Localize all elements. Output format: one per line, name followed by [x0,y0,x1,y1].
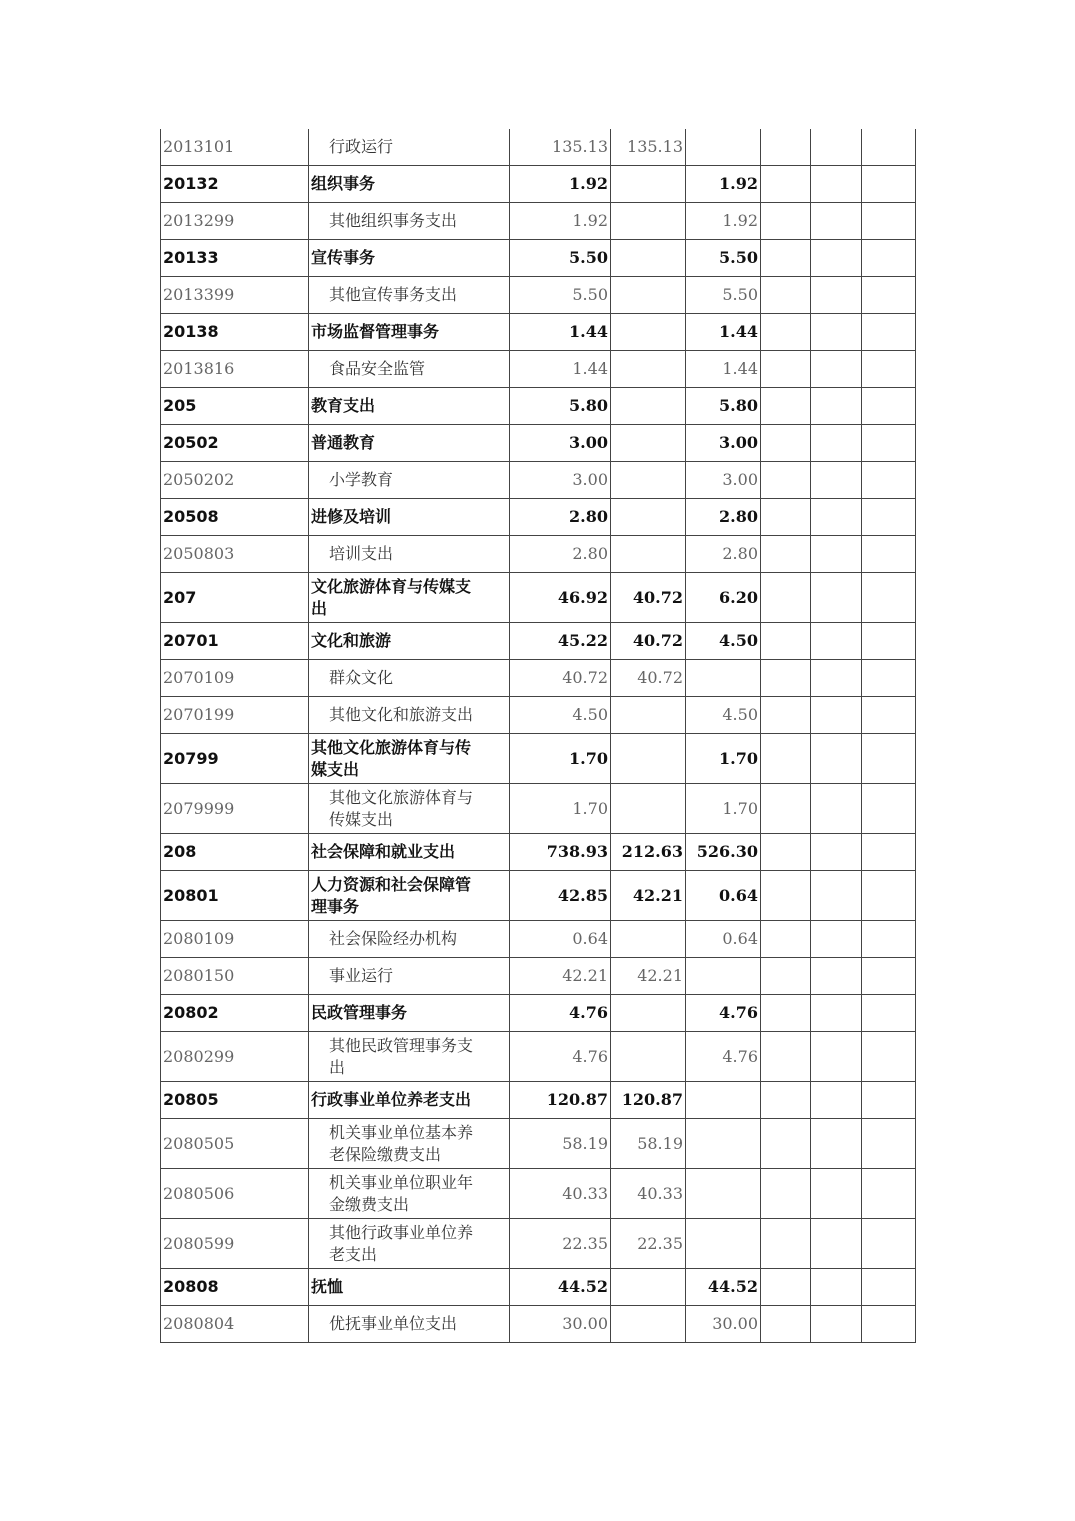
project-expenditure-cell: 0.64 [686,871,761,921]
empty-cell [761,129,811,166]
empty-cell [761,1082,811,1119]
empty-cell [761,871,811,921]
empty-cell [761,1032,811,1082]
total-cell: 40.33 [510,1169,611,1219]
function-code-cell: 20808 [161,1269,309,1306]
empty-cell [811,277,862,314]
basic-expenditure-cell [611,462,686,499]
empty-cell [862,240,916,277]
project-expenditure-cell: 1.44 [686,314,761,351]
function-name-line: 其他民政管理事务支 [329,1035,474,1055]
project-expenditure-cell: 5.50 [686,240,761,277]
empty-cell [862,573,916,623]
function-code-cell: 2013816 [161,351,309,388]
empty-cell [811,697,862,734]
basic-expenditure-cell [611,536,686,573]
table-row [161,425,916,462]
empty-cell [862,1269,916,1306]
empty-cell [811,388,862,425]
basic-expenditure-cell: 120.87 [611,1082,686,1119]
project-expenditure-cell: 30.00 [686,1306,761,1343]
basic-expenditure-cell [611,166,686,203]
empty-cell [862,203,916,240]
function-name-line: 传媒支出 [329,809,394,829]
total-cell: 30.00 [510,1306,611,1343]
project-expenditure-cell [686,1082,761,1119]
function-code-cell: 20508 [161,499,309,536]
function-name-line: 机关事业单位基本养 [329,1122,474,1142]
empty-cell [761,166,811,203]
empty-cell [811,499,862,536]
function-code-cell: 2080505 [161,1119,309,1169]
project-expenditure-cell: 4.50 [686,623,761,660]
empty-cell [862,536,916,573]
empty-cell [761,660,811,697]
function-name-cell: 其他组织事务支出 [309,203,510,240]
table-row [161,536,916,573]
empty-cell [761,921,811,958]
project-expenditure-cell: 4.76 [686,1032,761,1082]
function-code-cell: 2080299 [161,1032,309,1082]
empty-cell [862,277,916,314]
empty-cell [761,1119,811,1169]
function-name-cell: 小学教育 [309,462,510,499]
basic-expenditure-cell [611,277,686,314]
empty-cell [811,958,862,995]
table-row [161,784,916,834]
function-code-cell: 20799 [161,734,309,784]
project-expenditure-cell: 2.80 [686,536,761,573]
empty-cell [811,660,862,697]
empty-cell [862,623,916,660]
table-row [161,351,916,388]
empty-cell [761,734,811,784]
basic-expenditure-cell [611,1306,686,1343]
empty-cell [862,834,916,871]
empty-cell [811,1269,862,1306]
project-expenditure-cell: 4.76 [686,995,761,1032]
function-code-cell: 2080150 [161,958,309,995]
empty-cell [811,573,862,623]
total-cell: 42.21 [510,958,611,995]
empty-cell [862,1169,916,1219]
function-name-line: 理事务 [311,896,360,916]
empty-cell [811,871,862,921]
basic-expenditure-cell [611,697,686,734]
table-row [161,499,916,536]
table-row [161,166,916,203]
total-cell: 4.50 [510,697,611,734]
function-code-cell: 2079999 [161,784,309,834]
total-cell: 3.00 [510,462,611,499]
empty-cell [811,734,862,784]
project-expenditure-cell: 2.80 [686,499,761,536]
table-row [161,1119,916,1169]
basic-expenditure-cell [611,240,686,277]
function-name-line: 老支出 [329,1244,378,1264]
empty-cell [811,166,862,203]
basic-expenditure-cell: 42.21 [611,871,686,921]
total-cell: 22.35 [510,1219,611,1269]
basic-expenditure-cell: 135.13 [611,129,686,166]
project-expenditure-cell: 5.50 [686,277,761,314]
empty-cell [761,277,811,314]
function-name-cell: 群众文化 [309,660,510,697]
project-expenditure-cell: 526.30 [686,834,761,871]
empty-cell [761,834,811,871]
basic-expenditure-cell [611,203,686,240]
project-expenditure-cell: 1.92 [686,166,761,203]
total-cell: 4.76 [510,1032,611,1082]
table-row [161,1082,916,1119]
empty-cell [811,425,862,462]
table-row [161,958,916,995]
function-name-cell: 抚恤 [309,1269,510,1306]
function-code-cell: 2050803 [161,536,309,573]
function-code-cell: 2070199 [161,697,309,734]
empty-cell [862,129,916,166]
basic-expenditure-cell [611,784,686,834]
empty-cell [811,129,862,166]
project-expenditure-cell [686,660,761,697]
function-code-cell: 20502 [161,425,309,462]
basic-expenditure-cell: 40.72 [611,623,686,660]
function-code-cell: 208 [161,834,309,871]
function-name-line: 其他行政事业单位养 [329,1222,474,1242]
function-code-cell: 2013399 [161,277,309,314]
function-name-cell [309,1032,510,1082]
empty-cell [862,784,916,834]
total-cell: 3.00 [510,425,611,462]
empty-cell [761,425,811,462]
function-name-line: 其他文化旅游体育与传 [311,737,472,757]
empty-cell [811,462,862,499]
empty-cell [862,462,916,499]
function-name-cell: 民政管理事务 [309,995,510,1032]
total-cell: 46.92 [510,573,611,623]
function-code-cell: 20701 [161,623,309,660]
table-row [161,240,916,277]
function-name-line: 出 [311,598,328,618]
empty-cell [862,734,916,784]
function-name-cell [309,1169,510,1219]
function-name-cell: 优抚事业单位支出 [309,1306,510,1343]
empty-cell [862,425,916,462]
function-name-cell: 文化和旅游 [309,623,510,660]
total-cell: 2.80 [510,499,611,536]
function-name-cell: 培训支出 [309,536,510,573]
function-code-cell: 2080109 [161,921,309,958]
project-expenditure-cell: 1.44 [686,351,761,388]
basic-expenditure-cell: 40.72 [611,573,686,623]
empty-cell [761,697,811,734]
empty-cell [761,314,811,351]
function-name-cell: 进修及培训 [309,499,510,536]
project-expenditure-cell [686,1219,761,1269]
table-row [161,388,916,425]
basic-expenditure-cell [611,388,686,425]
project-expenditure-cell: 5.80 [686,388,761,425]
basic-expenditure-cell [611,351,686,388]
table-row [161,462,916,499]
empty-cell [811,834,862,871]
basic-expenditure-cell [611,921,686,958]
empty-cell [862,1032,916,1082]
table-row [161,871,916,921]
total-cell: 40.72 [510,660,611,697]
function-name-cell: 事业运行 [309,958,510,995]
empty-cell [862,166,916,203]
function-code-cell: 2013299 [161,203,309,240]
function-name-line: 其他文化旅游体育与 [329,787,474,807]
function-code-cell: 207 [161,573,309,623]
basic-expenditure-cell [611,734,686,784]
table-row [161,314,916,351]
total-cell: 1.70 [510,734,611,784]
function-name-line: 老保险缴费支出 [329,1144,442,1164]
project-expenditure-cell: 44.52 [686,1269,761,1306]
basic-expenditure-cell [611,314,686,351]
total-cell: 1.92 [510,166,611,203]
table-row [161,573,916,623]
basic-expenditure-cell: 22.35 [611,1219,686,1269]
total-cell: 5.80 [510,388,611,425]
empty-cell [811,1306,862,1343]
function-code-cell: 2050202 [161,462,309,499]
function-code-cell: 20138 [161,314,309,351]
empty-cell [761,958,811,995]
total-cell: 5.50 [510,240,611,277]
empty-cell [811,240,862,277]
function-name-cell: 食品安全监管 [309,351,510,388]
basic-expenditure-cell [611,995,686,1032]
total-cell: 58.19 [510,1119,611,1169]
empty-cell [811,1169,862,1219]
function-name-cell [309,1219,510,1269]
project-expenditure-cell: 6.20 [686,573,761,623]
empty-cell [862,995,916,1032]
basic-expenditure-cell: 42.21 [611,958,686,995]
function-name-cell [309,784,510,834]
table-row [161,921,916,958]
empty-cell [761,1169,811,1219]
basic-expenditure-cell: 40.72 [611,660,686,697]
empty-cell [862,499,916,536]
function-name-cell: 其他文化和旅游支出 [309,697,510,734]
project-expenditure-cell: 1.70 [686,734,761,784]
empty-cell [811,203,862,240]
basic-expenditure-cell [611,499,686,536]
project-expenditure-cell: 3.00 [686,425,761,462]
function-name-line: 媒支出 [311,759,360,779]
table-row [161,1269,916,1306]
budget-expenditure-table [160,129,916,1343]
table-row [161,734,916,784]
function-name-cell: 普通教育 [309,425,510,462]
empty-cell [811,1082,862,1119]
empty-cell [811,351,862,388]
empty-cell [862,921,916,958]
total-cell: 738.93 [510,834,611,871]
empty-cell [761,536,811,573]
empty-cell [761,623,811,660]
table-row [161,129,916,166]
empty-cell [811,995,862,1032]
table-body [161,129,916,1343]
empty-cell [761,573,811,623]
empty-cell [761,1269,811,1306]
function-name-cell: 社会保险经办机构 [309,921,510,958]
project-expenditure-cell: 0.64 [686,921,761,958]
total-cell: 1.44 [510,314,611,351]
function-name-line: 机关事业单位职业年 [329,1172,474,1192]
empty-cell [862,1219,916,1269]
table-row [161,1169,916,1219]
empty-cell [862,697,916,734]
table-row [161,660,916,697]
basic-expenditure-cell: 212.63 [611,834,686,871]
empty-cell [811,623,862,660]
empty-cell [862,388,916,425]
project-expenditure-cell [686,1169,761,1219]
basic-expenditure-cell [611,1032,686,1082]
table-row [161,1306,916,1343]
total-cell: 1.44 [510,351,611,388]
total-cell: 42.85 [510,871,611,921]
function-code-cell: 2080506 [161,1169,309,1219]
project-expenditure-cell: 3.00 [686,462,761,499]
empty-cell [811,1032,862,1082]
empty-cell [811,314,862,351]
basic-expenditure-cell: 58.19 [611,1119,686,1169]
function-name-cell: 行政事业单位养老支出 [309,1082,510,1119]
function-name-line: 文化旅游体育与传媒支 [311,576,472,596]
function-name-cell: 宣传事务 [309,240,510,277]
function-name-line: 金缴费支出 [329,1194,410,1214]
empty-cell [761,203,811,240]
empty-cell [811,1119,862,1169]
function-code-cell: 20132 [161,166,309,203]
total-cell: 44.52 [510,1269,611,1306]
empty-cell [761,784,811,834]
empty-cell [862,871,916,921]
project-expenditure-cell [686,958,761,995]
empty-cell [862,660,916,697]
function-code-cell: 205 [161,388,309,425]
table-row [161,1219,916,1269]
function-name-line: 人力资源和社会保障管 [311,874,472,894]
empty-cell [761,1219,811,1269]
basic-expenditure-cell [611,1269,686,1306]
total-cell: 5.50 [510,277,611,314]
function-code-cell: 20133 [161,240,309,277]
function-name-cell: 行政运行 [309,129,510,166]
table-row [161,834,916,871]
empty-cell [862,1119,916,1169]
function-code-cell: 20801 [161,871,309,921]
empty-cell [761,499,811,536]
project-expenditure-cell: 1.70 [686,784,761,834]
table-row [161,697,916,734]
function-name-cell [309,1119,510,1169]
empty-cell [862,1082,916,1119]
empty-cell [862,958,916,995]
total-cell: 4.76 [510,995,611,1032]
empty-cell [862,1306,916,1343]
function-name-cell [309,573,510,623]
function-code-cell: 2070109 [161,660,309,697]
total-cell: 1.92 [510,203,611,240]
empty-cell [862,314,916,351]
project-expenditure-cell [686,129,761,166]
function-code-cell: 20805 [161,1082,309,1119]
table-row [161,277,916,314]
total-cell: 1.70 [510,784,611,834]
table-row [161,203,916,240]
total-cell: 2.80 [510,536,611,573]
function-name-cell: 教育支出 [309,388,510,425]
function-code-cell: 2080599 [161,1219,309,1269]
project-expenditure-cell: 1.92 [686,203,761,240]
function-name-cell: 社会保障和就业支出 [309,834,510,871]
empty-cell [811,784,862,834]
project-expenditure-cell: 4.50 [686,697,761,734]
empty-cell [761,1306,811,1343]
total-cell: 120.87 [510,1082,611,1119]
total-cell: 135.13 [510,129,611,166]
table-row [161,623,916,660]
function-code-cell: 2013101 [161,129,309,166]
empty-cell [862,351,916,388]
function-name-cell: 市场监督管理事务 [309,314,510,351]
empty-cell [811,1219,862,1269]
empty-cell [761,995,811,1032]
empty-cell [761,240,811,277]
function-code-cell: 20802 [161,995,309,1032]
project-expenditure-cell [686,1119,761,1169]
function-name-cell: 组织事务 [309,166,510,203]
empty-cell [761,388,811,425]
total-cell: 0.64 [510,921,611,958]
function-name-line: 出 [329,1057,346,1077]
total-cell: 45.22 [510,623,611,660]
function-name-cell: 其他宣传事务支出 [309,277,510,314]
empty-cell [811,921,862,958]
table-row [161,1032,916,1082]
function-code-cell: 2080804 [161,1306,309,1343]
basic-expenditure-cell: 40.33 [611,1169,686,1219]
basic-expenditure-cell [611,425,686,462]
table-row [161,995,916,1032]
empty-cell [761,462,811,499]
function-name-cell [309,871,510,921]
empty-cell [811,536,862,573]
function-name-cell [309,734,510,784]
empty-cell [761,351,811,388]
